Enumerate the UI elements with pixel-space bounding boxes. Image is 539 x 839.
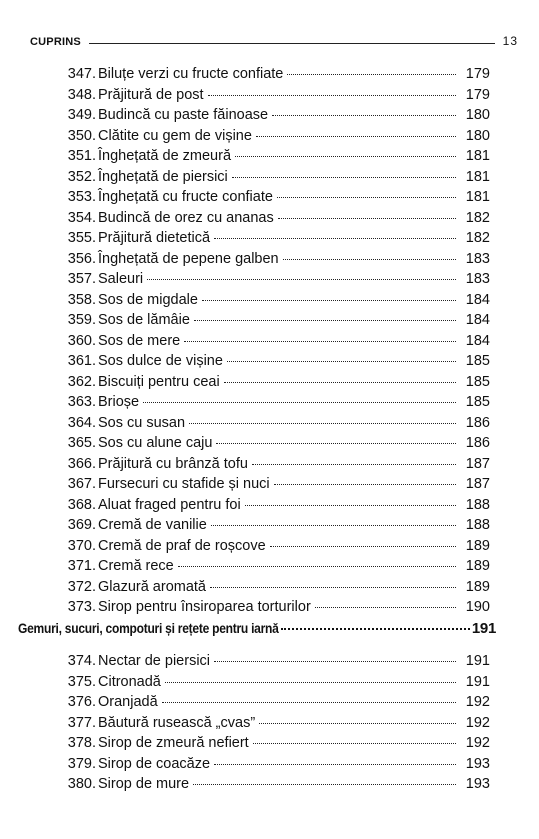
- entry-number: 373.: [67, 599, 96, 615]
- entry-page-number: 189: [465, 537, 490, 554]
- entry-title: Prăjitură dietetică: [98, 230, 211, 246]
- toc-entry: [58, 651, 490, 672]
- dot-leader: [178, 565, 456, 567]
- toc-entry: [58, 249, 490, 270]
- entry-number: 371.: [67, 558, 96, 574]
- toc-entry: [58, 269, 490, 290]
- entry-number: 360.: [67, 332, 96, 349]
- entry-page-number: 181: [465, 189, 490, 205]
- entry-page-number: 187: [465, 455, 490, 472]
- entry-page-number: 188: [465, 496, 490, 513]
- page-header: [30, 28, 518, 48]
- entry-page-number: 184: [465, 332, 490, 349]
- dot-leader: [189, 422, 456, 424]
- toc-entry: [58, 208, 490, 229]
- entry-title: Înghețată cu fructe confiate: [98, 189, 273, 205]
- entry-page-number: 192: [465, 714, 490, 731]
- dot-leader: [315, 606, 456, 608]
- dot-leader: [283, 258, 456, 260]
- header-rule: [89, 43, 495, 44]
- dot-leader: [162, 701, 456, 703]
- entry-number: 355.: [67, 230, 96, 246]
- dot-leader: [224, 381, 456, 383]
- entry-page-number: 188: [465, 517, 490, 533]
- toc-entry: [58, 413, 490, 434]
- entry-number: 358.: [67, 291, 96, 308]
- dot-leader: [256, 135, 456, 137]
- entry-number: 364.: [67, 414, 96, 431]
- entry-number: 374.: [67, 653, 96, 669]
- entry-page-number: 179: [465, 66, 490, 82]
- entry-title: Prăjitură cu brânză tofu: [98, 455, 248, 472]
- dot-leader: [184, 340, 456, 342]
- entry-title: Clătite cu gem de vișine: [98, 127, 252, 144]
- entry-title: Brioșe: [98, 394, 140, 410]
- entry-title: Înghețată de pepene galben: [98, 250, 279, 267]
- entry-title: Nectar de piersici: [98, 653, 211, 669]
- toc-entry: [58, 331, 490, 352]
- dot-leader: [287, 73, 456, 75]
- dot-leader: [211, 524, 456, 526]
- dot-leader: [235, 155, 456, 157]
- entry-title: Fursecuri cu stafide și nuci: [98, 476, 270, 492]
- entry-title: Cremă rece: [98, 558, 174, 574]
- entry-number: 349.: [67, 107, 96, 123]
- toc-entry: [58, 515, 490, 536]
- header-title: CUPRINS: [30, 36, 81, 48]
- toc-entry: [58, 146, 490, 167]
- entry-title: Aluat fraged pentru foi: [98, 496, 241, 513]
- entry-number: 354.: [67, 209, 96, 226]
- toc-list-preserves: [58, 651, 490, 795]
- entry-page-number: 184: [465, 312, 490, 328]
- entry-page-number: 183: [465, 271, 490, 287]
- dot-leader: [252, 463, 456, 465]
- dot-leader: [245, 504, 456, 506]
- entry-number: 376.: [67, 694, 96, 710]
- entry-page-number: 180: [465, 127, 490, 144]
- entry-number: 363.: [67, 394, 96, 410]
- dot-leader: [216, 442, 456, 444]
- toc-entry: [58, 310, 490, 331]
- toc-entry: [58, 474, 490, 495]
- section-heading: [18, 620, 496, 637]
- toc-entry: [58, 577, 490, 598]
- entry-title: Prăjitură de post: [98, 86, 204, 103]
- dot-leader: [227, 360, 456, 362]
- section-leader: [281, 627, 470, 630]
- entry-number: 377.: [67, 714, 96, 731]
- entry-page-number: 181: [465, 148, 490, 164]
- entry-title: Sos cu susan: [98, 414, 186, 431]
- entry-title: Înghețată de piersici: [98, 168, 228, 185]
- toc-entry: [58, 774, 490, 795]
- entry-title: Cremă de praf de roșcove: [98, 537, 266, 554]
- entry-number: 378.: [67, 735, 96, 751]
- entry-number: 375.: [67, 673, 96, 690]
- entry-page-number: 193: [465, 776, 490, 792]
- toc-entry: [58, 754, 490, 775]
- toc-entry: [58, 733, 490, 754]
- entry-page-number: 192: [465, 694, 490, 710]
- toc-entry: [58, 85, 490, 106]
- entry-number: 362.: [67, 373, 96, 390]
- entry-page-number: 192: [465, 735, 490, 751]
- toc-entry: [58, 454, 490, 475]
- entry-title: Sos cu alune caju: [98, 435, 213, 451]
- entry-number: 351.: [67, 148, 96, 164]
- entry-title: Sirop pentru însiroparea torturilor: [98, 599, 311, 615]
- toc-entry: [58, 433, 490, 454]
- entry-page-number: 190: [465, 599, 490, 615]
- toc-list-desserts: [58, 64, 490, 618]
- toc-entry: [58, 556, 490, 577]
- toc-entry: [58, 672, 490, 693]
- header-page-number: 13: [502, 34, 518, 48]
- entry-number: 357.: [67, 271, 96, 287]
- entry-number: 379.: [67, 755, 96, 772]
- entry-page-number: 187: [465, 476, 490, 492]
- entry-title: Oranjadă: [98, 694, 158, 710]
- entry-title: Sos de mere: [98, 332, 181, 349]
- toc-entry: [58, 105, 490, 126]
- entry-page-number: 189: [465, 558, 490, 574]
- entry-number: 347.: [67, 66, 96, 82]
- entry-number: 348.: [67, 86, 96, 103]
- entry-title: Sirop de coacăze: [98, 755, 211, 772]
- entry-number: 350.: [67, 127, 96, 144]
- entry-page-number: 191: [465, 653, 490, 669]
- entry-title: Cremă de vanilie: [98, 517, 207, 533]
- entry-number: 352.: [67, 168, 96, 185]
- entry-page-number: 186: [465, 435, 490, 451]
- entry-title: Saleuri: [98, 271, 144, 287]
- entry-number: 370.: [67, 537, 96, 554]
- entry-page-number: 185: [465, 373, 490, 390]
- toc-entry: [58, 597, 490, 618]
- dot-leader: [274, 483, 456, 485]
- entry-page-number: 182: [465, 209, 490, 226]
- section-page-number: 191: [471, 620, 496, 637]
- toc-entry: [58, 187, 490, 208]
- dot-leader: [165, 681, 456, 683]
- entry-number: 367.: [67, 476, 96, 492]
- entry-number: 368.: [67, 496, 96, 513]
- entry-title: Înghețată de zmeură: [98, 148, 232, 164]
- toc-entry: [58, 692, 490, 713]
- entry-page-number: 181: [465, 168, 490, 185]
- entry-page-number: 182: [465, 230, 490, 246]
- entry-title: Budincă de orez cu ananas: [98, 209, 274, 226]
- dot-leader: [232, 176, 456, 178]
- entry-title: Sos de lămâie: [98, 312, 190, 328]
- entry-title: Citronadă: [98, 673, 161, 690]
- entry-number: 380.: [67, 776, 96, 792]
- toc-entry: [58, 290, 490, 311]
- entry-page-number: 193: [465, 755, 490, 772]
- dot-leader: [253, 742, 456, 744]
- entry-page-number: 179: [465, 86, 490, 103]
- entry-number: 353.: [67, 189, 96, 205]
- entry-number: 372.: [67, 578, 96, 595]
- dot-leader: [202, 299, 456, 301]
- dot-leader: [270, 545, 456, 547]
- entry-page-number: 191: [465, 673, 490, 690]
- entry-title: Biluțe verzi cu fructe confiate: [98, 66, 284, 82]
- dot-leader: [259, 722, 456, 724]
- toc-entry: [58, 228, 490, 249]
- toc-entry: [58, 536, 490, 557]
- entry-title: Băutură rusească „cvas”: [98, 714, 256, 731]
- toc-entry: [58, 392, 490, 413]
- entry-title: Budincă cu paste făinoase: [98, 107, 269, 123]
- dot-leader: [214, 763, 456, 765]
- toc-entry: [58, 126, 490, 147]
- dot-leader: [208, 94, 456, 96]
- toc-entry: [58, 64, 490, 85]
- toc-entry: [58, 713, 490, 734]
- entry-title: Glazură aromată: [98, 578, 206, 595]
- entry-number: 366.: [67, 455, 96, 472]
- toc-entry: [58, 495, 490, 516]
- entry-page-number: 180: [465, 107, 490, 123]
- dot-leader: [193, 783, 456, 785]
- dot-leader: [278, 217, 456, 219]
- entry-number: 369.: [67, 517, 96, 533]
- entry-page-number: 186: [465, 414, 490, 431]
- dot-leader: [210, 586, 456, 588]
- toc-entry: [58, 167, 490, 188]
- entry-title: Sirop de mure: [98, 776, 190, 792]
- entry-title: Sos dulce de vișine: [98, 353, 223, 369]
- dot-leader: [147, 278, 456, 280]
- section-title: Gemuri, sucuri, compoturi și rețete pentru iarnă: [18, 620, 279, 636]
- entry-page-number: 185: [465, 394, 490, 410]
- entry-page-number: 184: [465, 291, 490, 308]
- dot-leader: [194, 319, 456, 321]
- dot-leader: [214, 660, 456, 662]
- entry-page-number: 183: [465, 250, 490, 267]
- dot-leader: [277, 196, 456, 198]
- entry-number: 356.: [67, 250, 96, 267]
- entry-number: 365.: [67, 435, 96, 451]
- toc-entry: [58, 351, 490, 372]
- entry-page-number: 185: [465, 353, 490, 369]
- dot-leader: [214, 237, 456, 239]
- dot-leader: [272, 114, 456, 116]
- entry-title: Sirop de zmeură nefiert: [98, 735, 249, 751]
- entry-title: Biscuiți pentru ceai: [98, 373, 220, 390]
- entry-title: Sos de migdale: [98, 291, 198, 308]
- toc-entry: [58, 372, 490, 393]
- entry-number: 361.: [67, 353, 96, 369]
- entry-page-number: 189: [465, 578, 490, 595]
- entry-number: 359.: [67, 312, 96, 328]
- dot-leader: [143, 401, 456, 403]
